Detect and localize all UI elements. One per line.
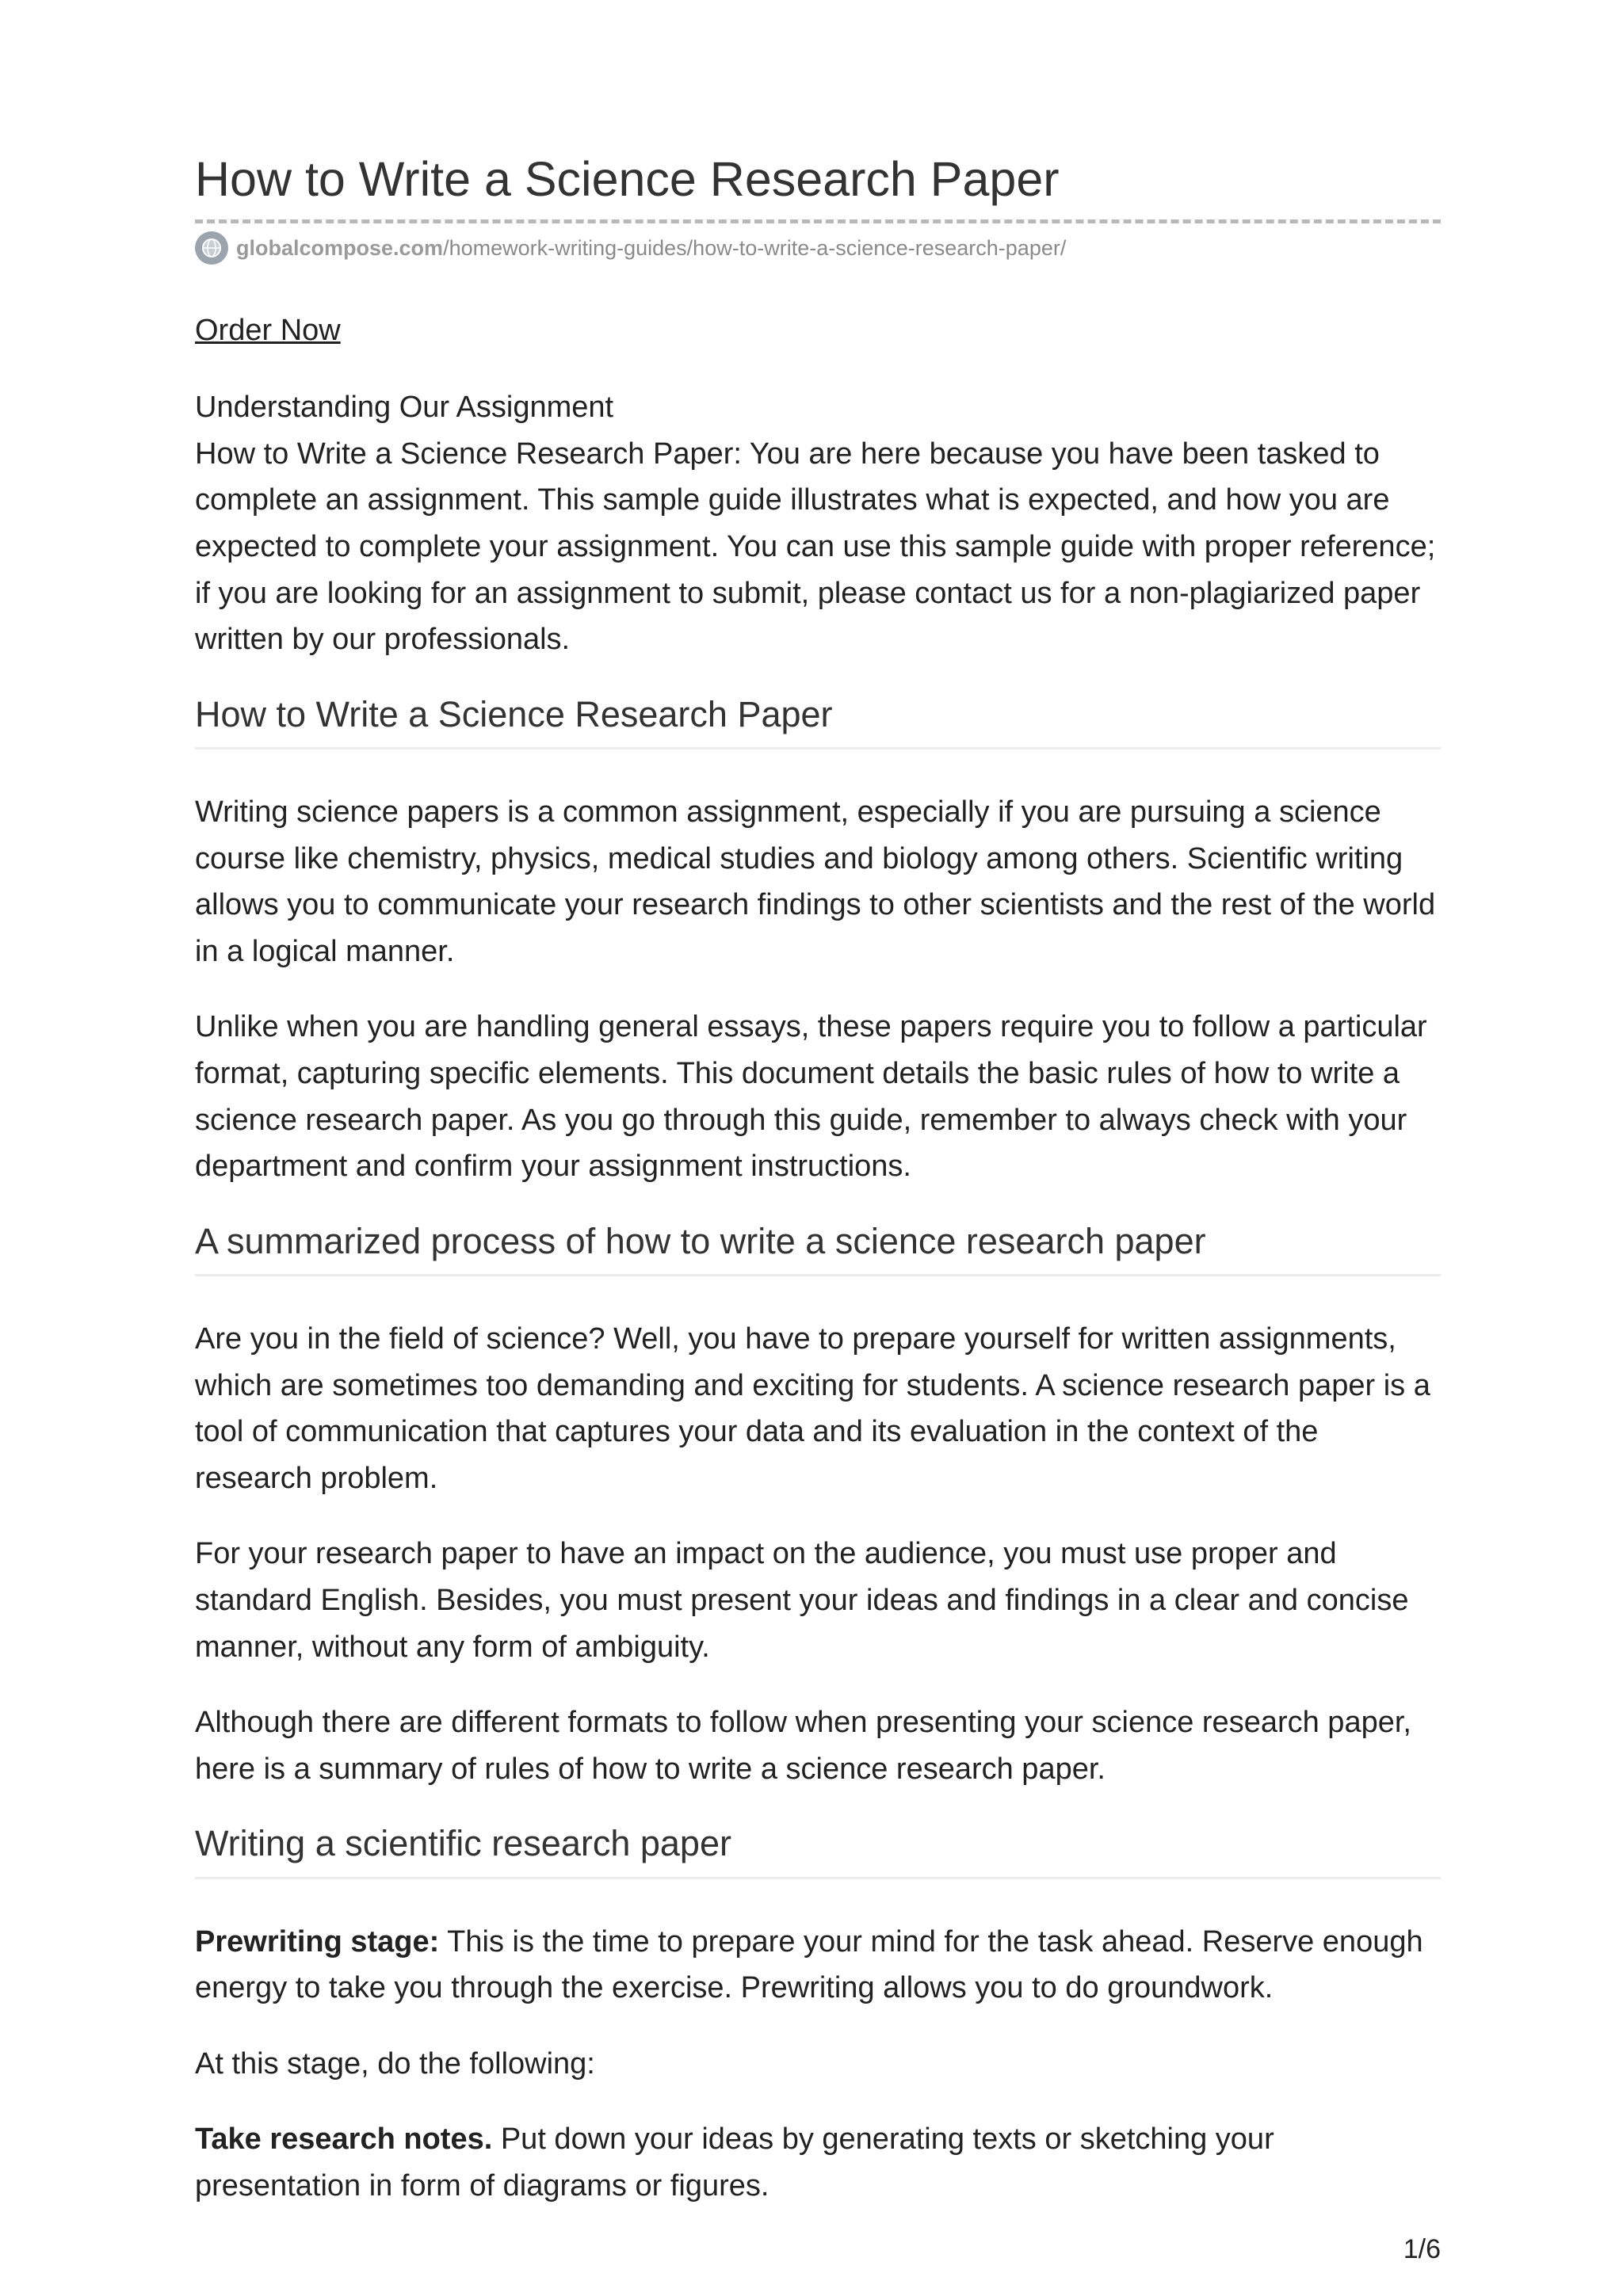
paragraph: Although there are different formats to follow when presenting your science research paper, here is a summary of rules of how to write a science research paper.: [195, 1706, 1411, 1786]
section-heading: Writing a scientific research paper: [195, 1821, 1441, 1878]
source-path: /homework-writing-guides/how-to-write-a-science-research-paper/: [443, 235, 1067, 260]
notes-text: Put down your ideas by generating texts or sketching your presentation in form of diagrams or figures.: [195, 2122, 1274, 2203]
section-heading: How to Write a Science Research Paper: [195, 692, 1441, 749]
intro-text: How to Write a Science Research Paper: You are here because you have been tasked to complete an assignment. This sample guide illustrates what is expected, and how you are expected to complete your assignment. You can use this sample guide with proper reference; if you are looking for an assignment to submit, please contact us for a non-plagiarized paper written by our professionals.: [195, 437, 1436, 657]
prewriting-paragraph: [195, 1919, 1441, 2012]
intro-heading: Understanding Our Assignment: [195, 391, 614, 425]
paragraph: At this stage, do the following:: [195, 2046, 595, 2081]
source-url[interactable]: [195, 231, 1441, 265]
order-now-link[interactable]: Order Now: [195, 314, 341, 348]
globe-icon: [195, 231, 228, 265]
document-page: [195, 151, 1441, 2239]
page-title: How to Write a Science Research Paper: [195, 152, 1060, 206]
paragraph: For your research paper to have an impact on the audience, you must use proper and standard English. Besides, you must present your ideas and findings in a clear and concise manner, without any form of ambiguity.: [195, 1537, 1409, 1664]
title-divider: [195, 219, 1441, 223]
prewriting-label: Prewriting stage:: [195, 1924, 440, 1958]
intro-paragraph: [195, 384, 1441, 663]
page-number: 1/6: [1403, 2234, 1441, 2264]
section-heading: A summarized process of how to write a science research paper: [195, 1219, 1441, 1276]
paragraph: Unlike when you are handling general essays, these papers require you to follow a particular format, capturing specific elements. This document details the basic rules of how to write a science research paper. As you go through this guide, remember to always check with your department and confirm your assignment instructions.: [195, 1010, 1427, 1184]
prewriting-text: This is the time to prepare your mind for the task ahead. Reserve enough energy to take you through the exercise. Prewriting allows you to do groundwork.: [195, 1924, 1423, 2005]
paragraph: Writing science papers is a common assignment, especially if you are pursuing a science course like chemistry, physics, medical studies and biology among others. Scientific writing allows you to communicate your research findings to other scientists and the rest of the world in a logical manner.: [195, 795, 1436, 968]
source-domain: globalcompose.com: [236, 235, 444, 260]
notes-label: Take research notes.: [195, 2122, 493, 2157]
paragraph: Are you in the field of science? Well, you have to prepare yourself for written assignments, which are sometimes too demanding and exciting for students. A science research paper is a tool of communication that captures your data and its evaluation in the context of the research problem.: [195, 1322, 1430, 1495]
notes-paragraph: [195, 2116, 1441, 2209]
